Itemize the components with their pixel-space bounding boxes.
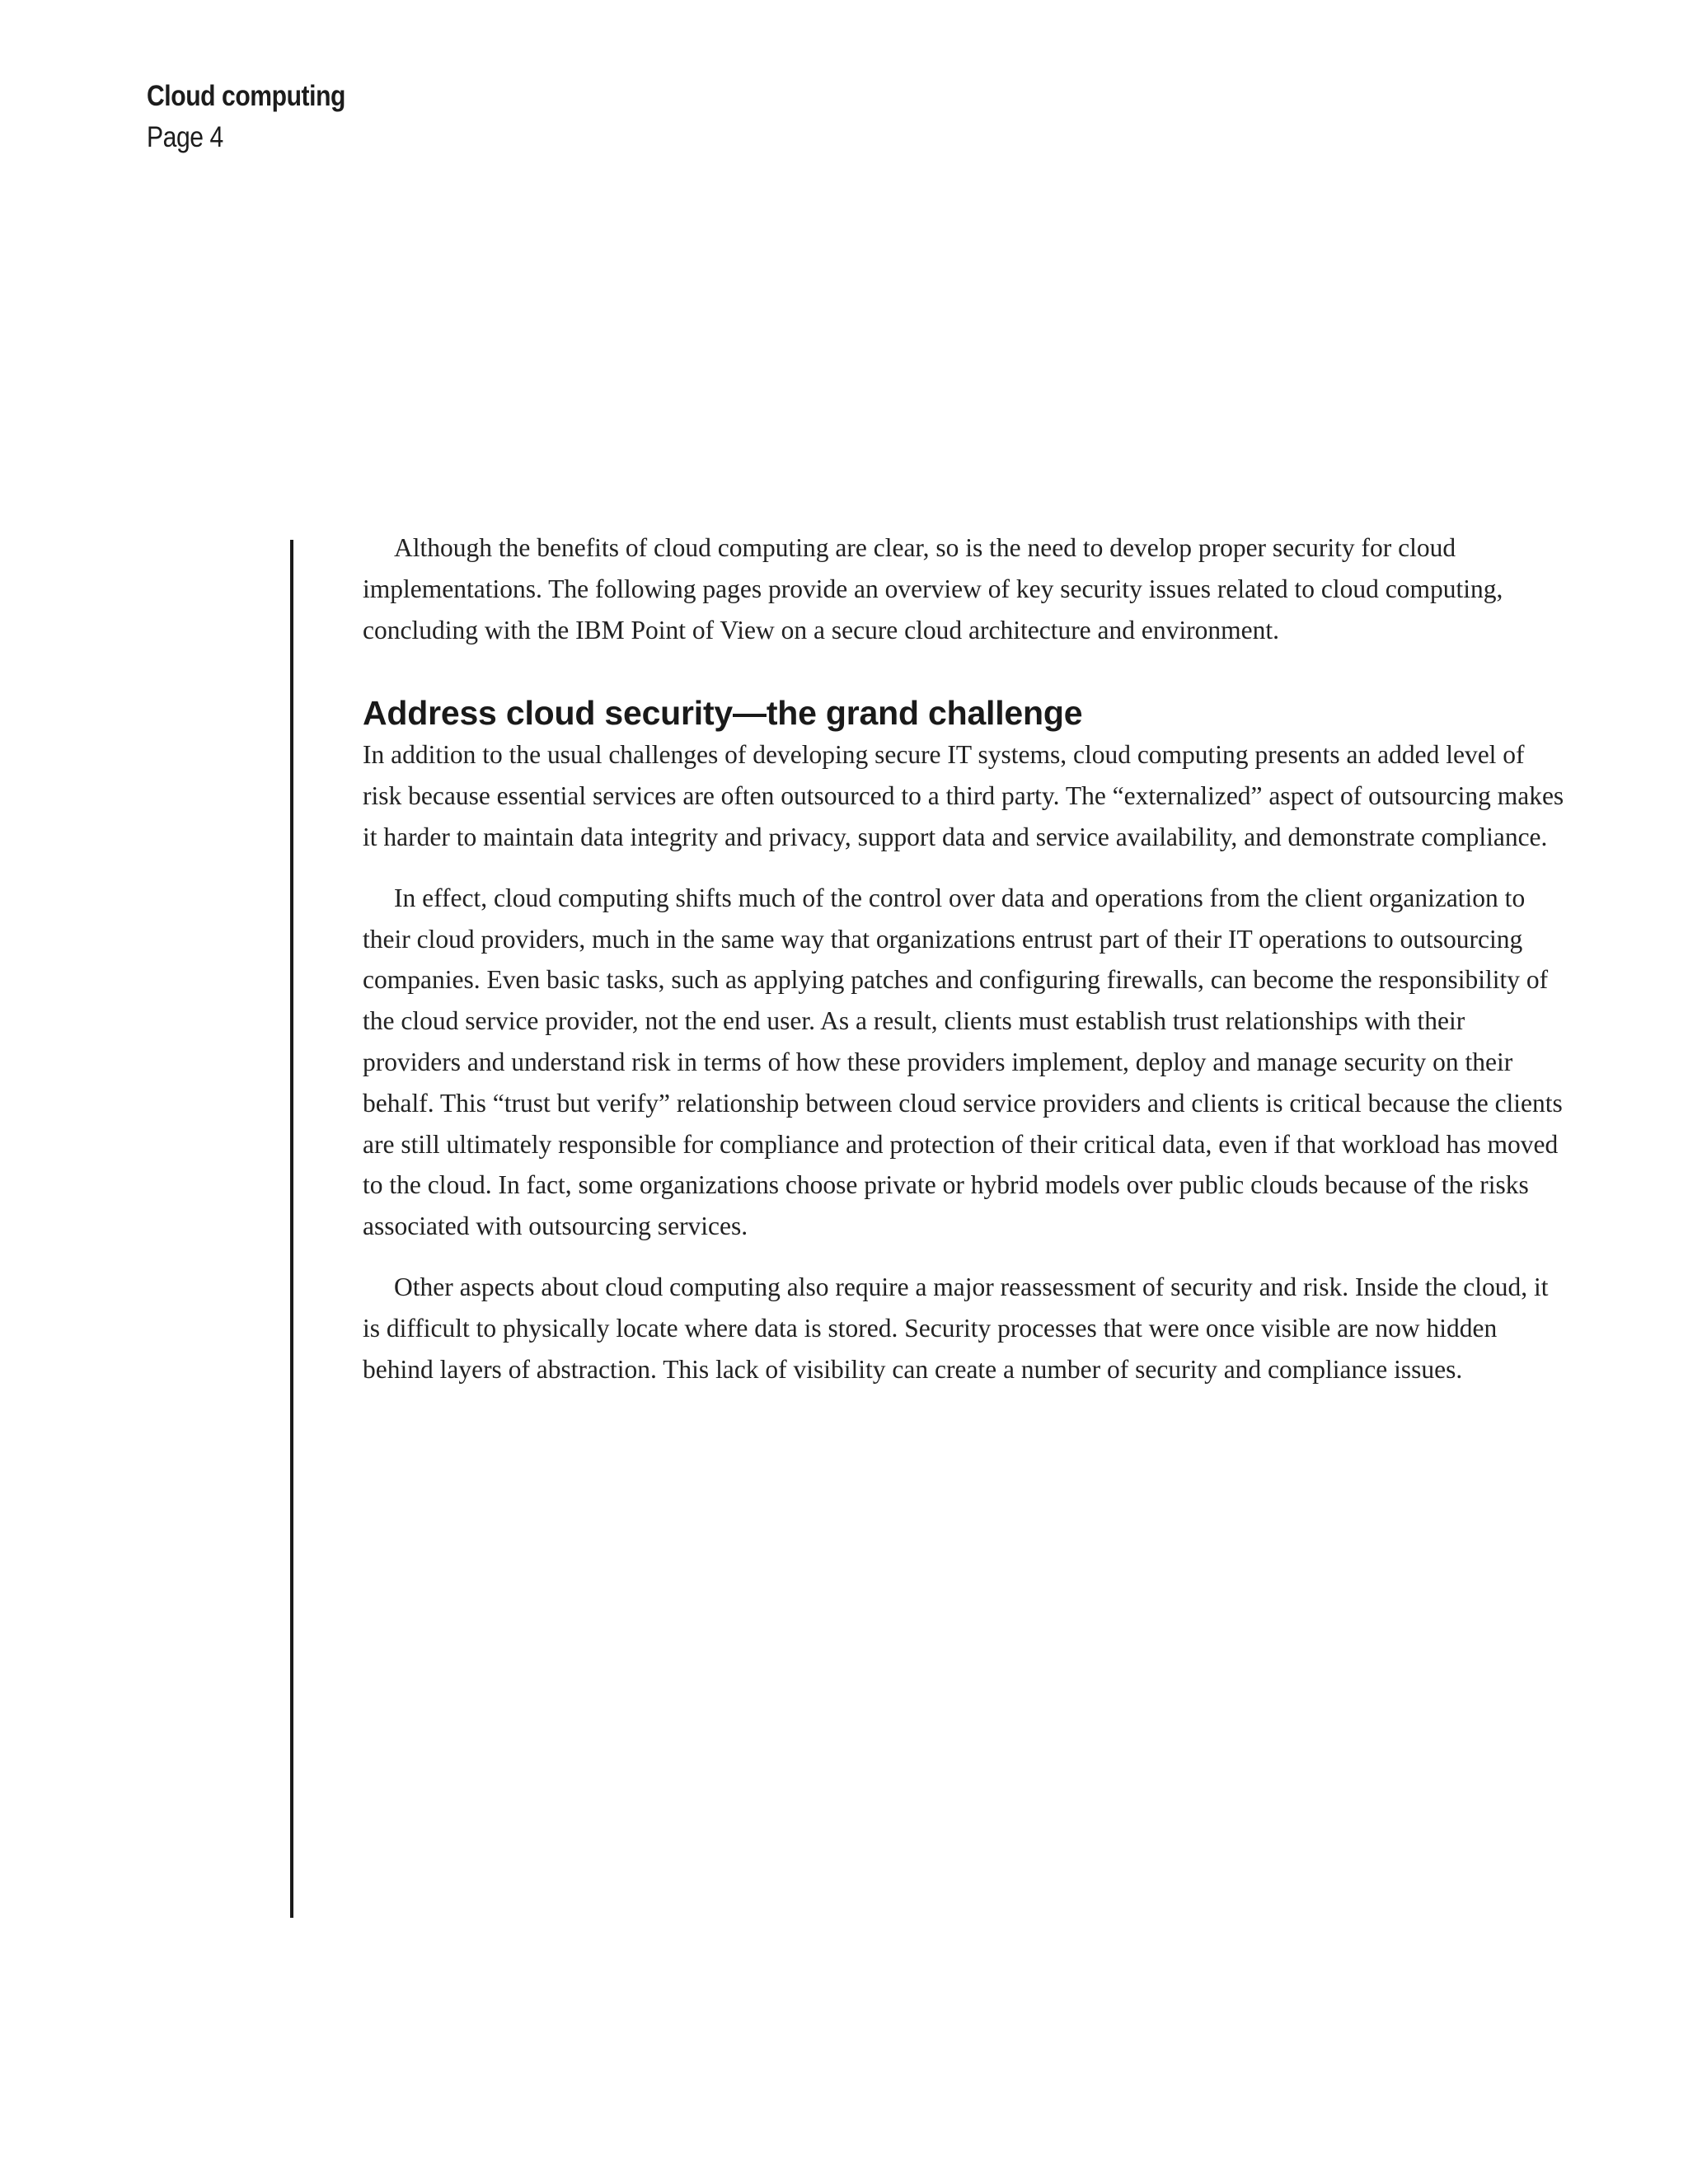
section-heading: Address cloud security—the grand challenge: [363, 694, 1083, 733]
margin-rule: [290, 540, 293, 1918]
intro-paragraph: Although the benefits of cloud computing are clear, so is the need to develop proper security for cloud implementations. The following pages provide an overview of key security issues related to cloud computing, concluding with the IBM Point of View on a secure cloud architecture and environment.: [363, 533, 1503, 644]
document-title: Cloud computing: [147, 80, 346, 112]
running-header: [147, 76, 377, 158]
body-column: [363, 527, 1566, 1390]
body-paragraph: In addition to the usual challenges of developing secure IT systems, cloud computing presents an added level of risk because essential services are often outsourced to a third party. The “externalized” aspect of outsourcing makes it harder to maintain data integrity and privacy, support data and service availability, and demonstrate compliance.: [363, 740, 1564, 851]
body-paragraph: In effect, cloud computing shifts much of the control over data and operations from the client organization to their cloud providers, much in the same way that organizations entrust part of their IT operations to outsourcing companies. Even basic tasks, such as applying patches and configuring firewalls, can become the responsibility of the cloud service provider, not the end user. As a result, clients must establish trust relationships with their providers and understand risk in terms of how these providers implement, deploy and manage security on their behalf. This “trust but verify” relationship between cloud service providers and clients is critical because the clients are still ultimately responsible for compliance and protection of their critical data, even if that workload has moved to the cloud. In fact, some organizations choose private or hybrid models over public clouds because of the risks associated with outsourcing services.: [363, 883, 1563, 1241]
body-paragraph: Other aspects about cloud computing also require a major reassessment of security and risk. Inside the cloud, it is difficult to physically locate where data is stored. Security processes that were once visible are now hidden behind layers of abstraction. This lack of visibility can create a number of security and compliance issues.: [363, 1272, 1549, 1384]
page-number: Page 4: [147, 121, 223, 153]
